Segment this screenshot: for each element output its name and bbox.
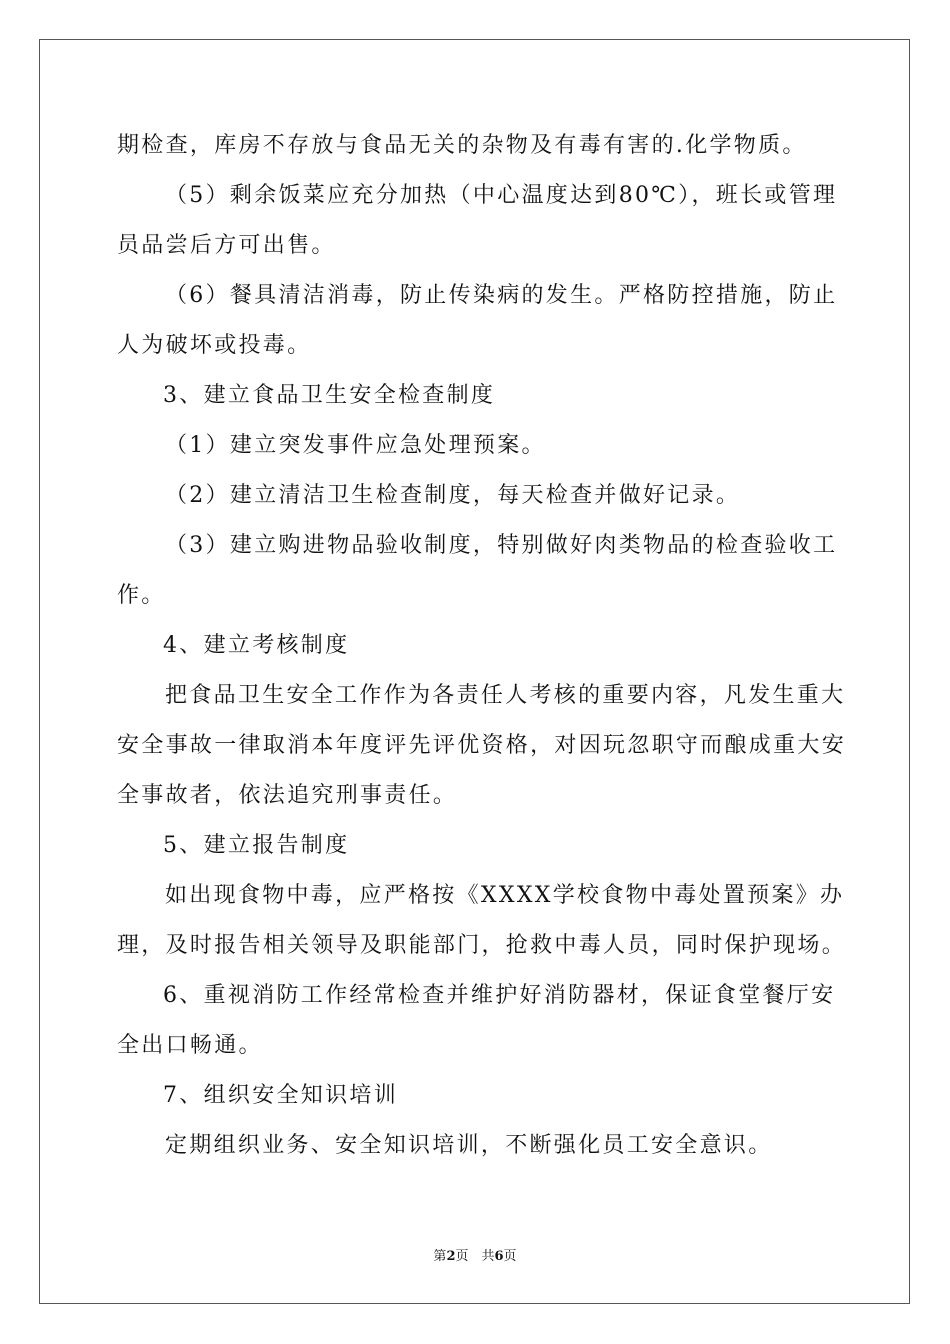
text-line: （6）餐具清洁消毒，防止传染病的发生。严格防控措施，防止	[165, 283, 838, 308]
text-line: （3）建立购进物品验收制度，特别做好肉类物品的检查验收工	[165, 533, 838, 558]
section-heading: 6、重视消防工作经常检查并维护好消防器材，保证食堂餐厅安	[163, 983, 836, 1008]
section-heading: 3、建立食品卫生安全检查制度	[163, 383, 496, 408]
text-line: 定期组织业务、安全知识培训，不断强化员工安全意识。	[165, 1133, 773, 1158]
text-line: 全事故者，依法追究刑事责任。	[117, 783, 458, 808]
footer-page-current: 2	[446, 1249, 456, 1264]
section-heading: 4、建立考核制度	[163, 633, 350, 658]
text-line: 员品尝后方可出售。	[117, 233, 336, 258]
text-line: （1）建立突发事件应急处理预案。	[165, 433, 546, 458]
footer-mid: 页 共	[455, 1249, 495, 1264]
footer-page-total: 6	[494, 1249, 504, 1264]
page-footer	[0, 1245, 950, 1264]
text-line: 理，及时报告相关领导及职能部门，抢救中毒人员，同时保护现场。	[117, 933, 847, 958]
text-line: 如出现食物中毒，应严格按《XXXX学校食物中毒处置预案》办	[165, 883, 845, 908]
section-heading: 5、建立报告制度	[163, 833, 350, 858]
text-line: （5）剩余饭菜应充分加热（中心温度达到80℃），班长或管理	[165, 183, 838, 208]
text-line: 安全事故一律取消本年度评先评优资格，对因玩忽职守而酿成重大安	[117, 733, 847, 758]
text-line: 期检查，库房不存放与食品无关的杂物及有毒有害的.化学物质。	[117, 133, 807, 158]
text-line: （2）建立清洁卫生检查制度，每天检查并做好记录。	[165, 483, 741, 508]
footer-suffix: 页	[503, 1249, 517, 1264]
text-line: 人为破坏或投毒。	[117, 333, 312, 358]
footer-prefix: 第	[433, 1249, 447, 1264]
section-heading: 7、组织安全知识培训	[163, 1083, 398, 1108]
text-line: 把食品卫生安全工作作为各责任人考核的重要内容，凡发生重大	[165, 683, 846, 708]
text-line: 全出口畅通。	[117, 1033, 263, 1058]
text-line: 作。	[117, 583, 166, 608]
